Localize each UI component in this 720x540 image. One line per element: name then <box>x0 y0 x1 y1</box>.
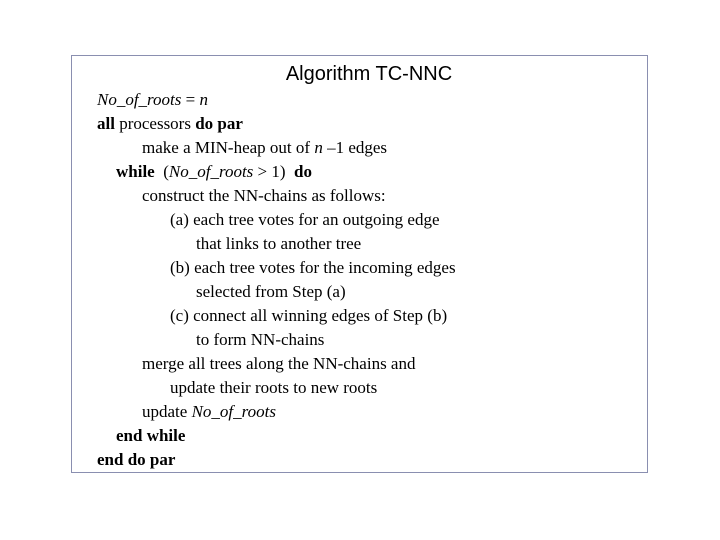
code-line-5: construct the NN-chains as follows: <box>142 186 386 205</box>
heap-text: make a MIN-heap out of <box>142 138 315 157</box>
code-line-end-while: end while <box>116 426 186 445</box>
edges-text: –1 edges <box>322 138 388 157</box>
keyword-all: all <box>97 114 115 133</box>
code-line-7: that links to another tree <box>196 234 362 253</box>
assign-op: = <box>181 90 200 109</box>
code-line-12: merge all trees along the NN-chains and <box>142 354 416 373</box>
keyword-while: while <box>116 162 155 181</box>
var-no-of-roots: No_of_roots <box>168 162 254 181</box>
processors-text: processors <box>114 114 196 133</box>
var-no-of-roots: No_of_roots <box>191 402 276 421</box>
keyword-do: do <box>294 162 313 181</box>
var-no-of-roots: No_of_roots <box>97 90 182 109</box>
algorithm-title: Algorithm TC-NNC <box>285 63 453 85</box>
compare-text: > 1) <box>253 162 295 181</box>
code-line-11: to form NN-chains <box>196 330 325 349</box>
var-n: n <box>199 90 208 109</box>
code-line-3 <box>142 137 387 159</box>
var-n: n <box>314 138 323 157</box>
code-line-4 <box>116 161 312 183</box>
update-text: update <box>142 402 192 421</box>
code-line-end-do-par: end do par <box>97 450 176 469</box>
code-line-13: update their roots to new roots <box>170 378 378 397</box>
code-line-2 <box>97 113 243 135</box>
code-line-1 <box>97 89 208 111</box>
code-line-6: (a) each tree votes for an outgoing edge <box>170 210 440 229</box>
code-line-9: selected from Step (a) <box>196 282 346 301</box>
code-line-10: (c) connect all winning edges of Step (b) <box>170 306 448 325</box>
code-line-14 <box>142 401 276 423</box>
paren-open: ( <box>154 162 169 181</box>
keyword-do-par: do par <box>195 114 243 133</box>
code-line-8: (b) each tree votes for the incoming edges <box>170 258 456 277</box>
